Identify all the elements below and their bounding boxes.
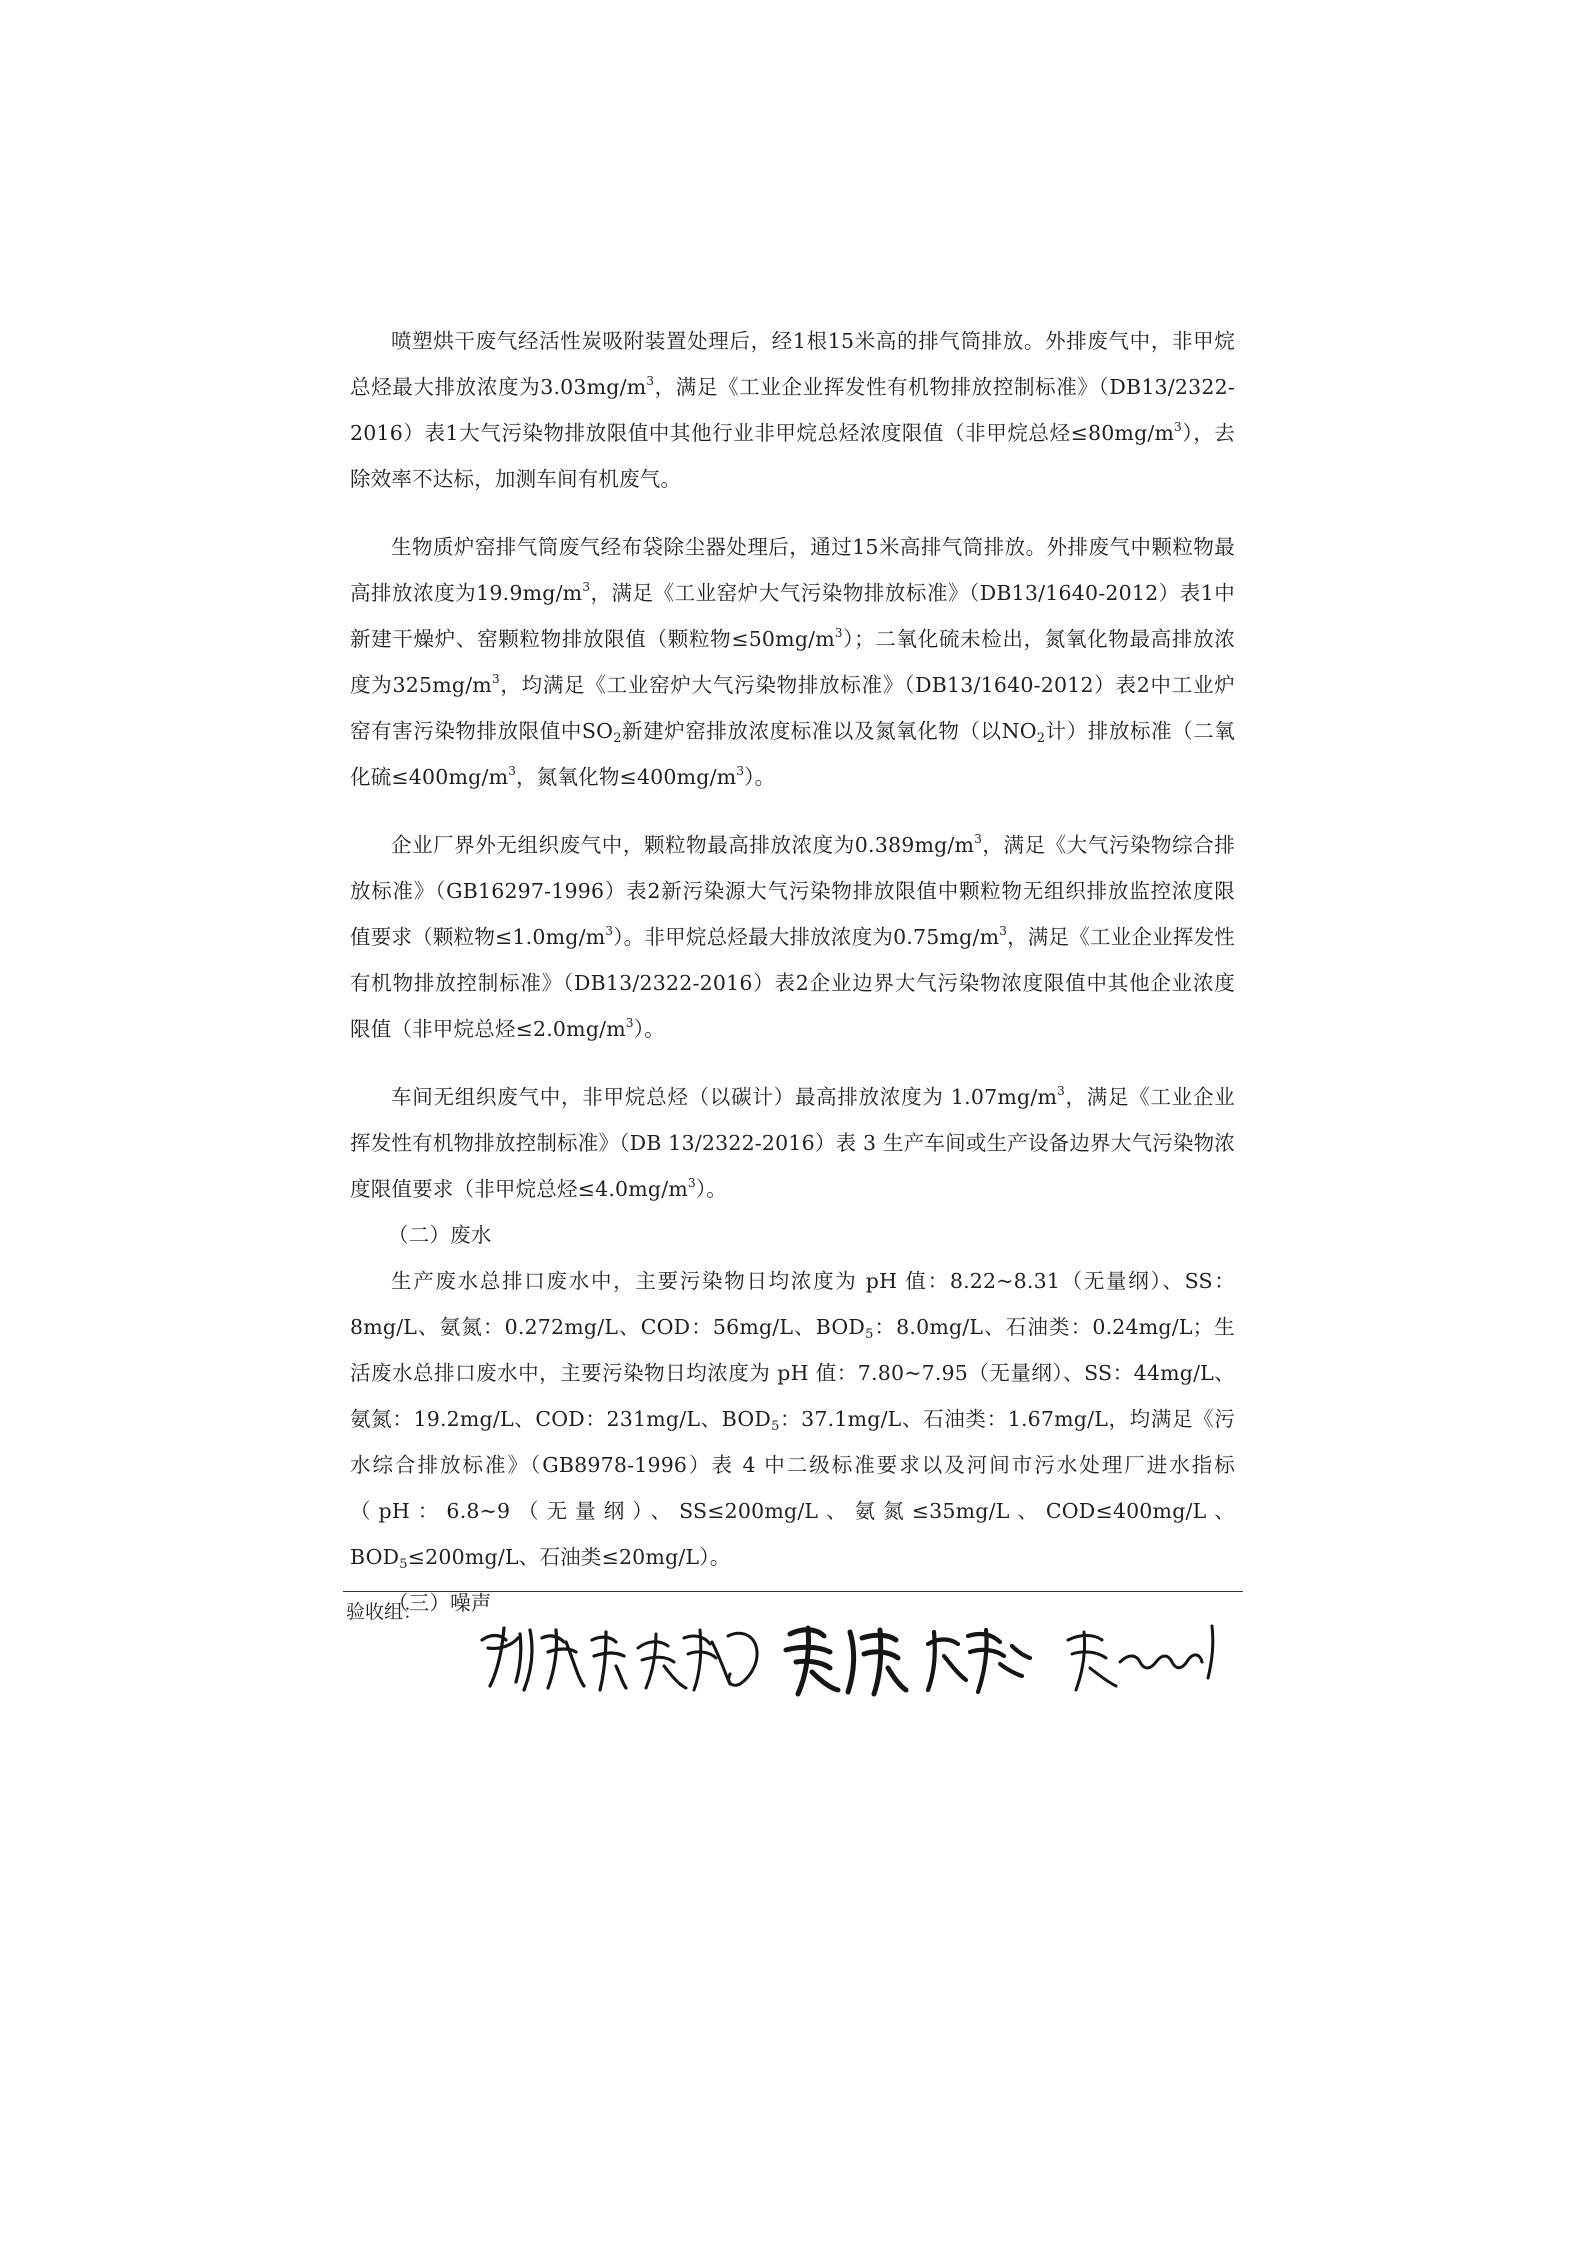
handwritten-signatures: [460, 1590, 1230, 1700]
document-body: [350, 318, 1235, 1626]
superscript: 3: [1174, 420, 1182, 434]
paragraph-spray-drying-exhaust: [350, 318, 1235, 502]
paragraph-wastewater: [350, 1258, 1235, 1580]
text-run: 生产废水总排口废水中，主要污染物日均浓度为 pH 值：8.22~8.31（无量纲）、SS：8mg/L、氨氮：0.272mg/L、COD：56mg/L、BOD: [350, 1269, 1235, 1339]
text-run: ）。: [633, 1017, 665, 1041]
superscript: 3: [508, 764, 517, 778]
subscript: 2: [1036, 731, 1046, 746]
text-run: ，氮氧化物≤400mg/m: [516, 765, 737, 789]
superscript: 3: [999, 924, 1008, 938]
text-run: ：37.1mg/L、石油类：1.67mg/L，均满足《污水综合排放标准》（GB8978-1996）表 4 中二级标准要求以及河间市污水处理厂进水指标（pH：6.8~9（无量纲）、SS≤200mg/L、氨氮≤35mg/L、COD≤400mg/L、BOD: [350, 1407, 1235, 1569]
text-run: ）。: [695, 1177, 727, 1201]
text-run: 车间无组织废气中，非甲烷总烃（以碳计）最高排放浓度为 1.07mg/m: [391, 1085, 1058, 1109]
subscript: 5: [865, 1327, 874, 1342]
superscript: 3: [1057, 1084, 1065, 1098]
superscript: 3: [834, 626, 843, 640]
text-run: ）；二氧化硫未检出，氮氧化物最高排放浓度为325mg/m: [350, 627, 1235, 697]
subscript: 2: [613, 731, 622, 746]
text-run: ），去除效率不达标，加测车间有机废气。: [350, 421, 1236, 491]
text-run: ，满足《工业窑炉大气污染物排放标准》（DB13/1640-2012）表1中新建干燥炉、窑颗粒物排放限值（颗粒物≤50mg/m: [350, 581, 1235, 651]
text-run: ，满足《工业企业挥发性有机物排放控制标准》（DB13/2322-2016）表1大气污染物排放限值中其他行业非甲烷总烃浓度限值（非甲烷总烃≤80mg/m: [350, 375, 1236, 445]
text-run: ，满足《工业企业挥发性有机物排放控制标准》（DB13/2322-2016）表2企业边界大气污染物浓度限值中其他企业浓度限值（非甲烷总烃≤2.0mg/m: [350, 925, 1236, 1041]
text-run: ，满足《工业企业挥发性有机物排放控制标准》（DB 13/2322-2016）表 3 生产车间或生产设备边界大气污染物浓度限值要求（非甲烷总烃≤4.0mg/m: [350, 1085, 1235, 1201]
superscript: 3: [736, 764, 745, 778]
superscript: 3: [625, 1016, 634, 1030]
subscript: 5: [771, 1419, 780, 1434]
superscript: 3: [646, 374, 655, 388]
section-heading-noise: （三）噪声: [388, 1591, 492, 1615]
paragraph-boundary-fugitive-emission: [350, 822, 1235, 1052]
superscript: 3: [491, 672, 500, 686]
signature-yang-bin: [928, 1630, 1030, 1692]
acceptance-group-label: 验收组：: [346, 1601, 423, 1623]
signature-wu: [1068, 1626, 1213, 1690]
signature-gao-fengming: [638, 1630, 757, 1690]
superscript: 3: [688, 1176, 696, 1190]
paragraph-workshop-fugitive-emission: [350, 1074, 1235, 1212]
text-run: 企业厂界外无组织废气中，颗粒物最高排放浓度为0.389mg/m: [391, 833, 975, 857]
text-run: 生物质炉窑排气筒废气经布袋除尘器处理后，通过15米高排气筒排放。外排废气中颗粒物最高排放浓度为19.9mg/m: [350, 535, 1235, 605]
text-run: ，均满足《工业窑炉大气污染物排放标准》（DB13/1640-2012）表2中工业炉窑有害污染物排放限值中SO: [350, 673, 1235, 743]
superscript: 3: [582, 580, 591, 594]
signature-wu-wei: [786, 1628, 906, 1694]
text-run: 新建炉窑排放浓度标准以及氮氧化物（以NO: [621, 719, 1037, 743]
text-run: ）。非甲烷总烃最大排放浓度为0.75mg/m: [613, 925, 1000, 949]
subscript: 5: [399, 1557, 408, 1572]
superscript: 3: [974, 832, 983, 846]
text-run: 计）排放标准（二氧化硫≤400mg/m: [350, 719, 1235, 789]
text-run: ）。: [744, 765, 776, 789]
text-run: ：8.0mg/L、石油类：0.24mg/L；生活废水总排口废水中，主要污染物日均浓度为 pH 值：7.80~7.95（无量纲）、SS：44mg/L、氨氮：19.2mg/L、COD：231mg/L、BOD: [350, 1315, 1235, 1431]
signature-liu-haitao: [482, 1628, 626, 1690]
paragraph-biomass-kiln-exhaust: [350, 524, 1235, 800]
section-heading-wastewater: （二）废水: [388, 1223, 492, 1247]
text-run: ≤200mg/L、石油类≤20mg/L）。: [407, 1545, 731, 1569]
text-run: ，满足《大气污染物综合排放标准》（GB16297-1996）表2新污染源大气污染物排放限值中颗粒物无组织排放监控浓度限值要求（颗粒物≤1.0mg/m: [350, 833, 1236, 949]
text-run: 喷塑烘干废气经活性炭吸附装置处理后，经1根15米高的排气筒排放。外排废气中，非甲烷总烃最大排放浓度为3.03mg/m: [350, 329, 1235, 399]
superscript: 3: [605, 924, 614, 938]
